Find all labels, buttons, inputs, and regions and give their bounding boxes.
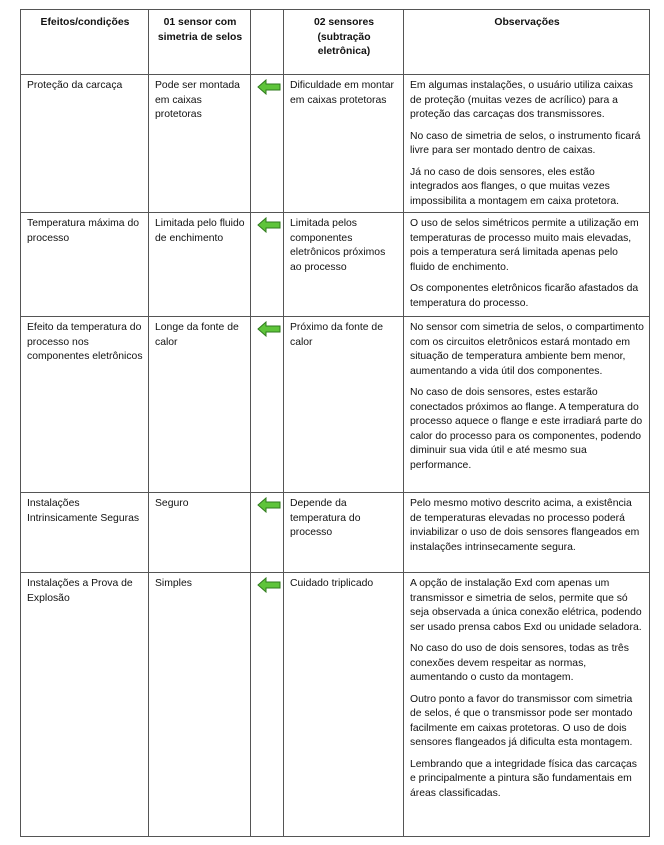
observation-paragraph: Outro ponto a favor do transmissor com simetria de selos, é que o transmissor pode ser montado facilmente em caixas protetoras. O uso de dois sensores flangeados já dificulta esta montagem. <box>410 693 633 748</box>
observation-paragraph: Já no caso de dois sensores, eles estão integrados aos flanges, o que muitas vezes impossibilita a montagem em caixa protetora. <box>410 166 620 207</box>
header-effects: Efeitos/condições <box>21 10 149 75</box>
observations-cell <box>404 493 650 573</box>
arrow-cell <box>251 493 284 573</box>
effect-cell: Efeito da temperatura do processo nos componentes eletrônicos <box>21 317 149 493</box>
effect-cell: Instalações Intrinsicamente Seguras <box>21 493 149 573</box>
effect-cell: Instalações a Prova de Explosão <box>21 573 149 837</box>
observation-paragraph: Pelo mesmo motivo descrito acima, a existência de temperaturas elevadas no processo poderá inviabilizar o uso de dois sensores flangeados em instalações intrinsecamente segura. <box>410 498 640 553</box>
dual-sensor-cell: Cuidado triplicado <box>284 573 404 837</box>
dual-sensor-cell: Dificuldade em montar em caixas protetoras <box>284 75 404 213</box>
left-arrow-icon <box>257 79 281 95</box>
observations-cell <box>404 213 650 317</box>
left-arrow-icon <box>257 217 281 233</box>
header-arrow-column <box>251 10 284 75</box>
left-arrow-icon <box>257 321 281 337</box>
observation-paragraph: O uso de selos simétricos permite a utilização em temperaturas de processo muito mais elevadas, pois a temperatura será limitada apenas pelo fluido de enchimento. <box>410 218 639 273</box>
header-single-sensor: 01 sensor com simetria de selos <box>149 10 251 75</box>
left-arrow-icon <box>257 577 281 593</box>
observations-cell <box>404 317 650 493</box>
single-sensor-cell: Seguro <box>149 493 251 573</box>
left-arrow-icon <box>257 497 281 513</box>
table-row <box>21 317 650 493</box>
single-sensor-cell: Pode ser montada em caixas protetoras <box>149 75 251 213</box>
observation-paragraph: No caso de dois sensores, estes estarão conectados próximos ao flange. A temperatura do processo aquece o flange e este irradiará parte do calor do processo para os componentes, podendo diminuir sua vida útil e até mesmo sua performance. <box>410 387 643 471</box>
comparison-table <box>20 9 650 837</box>
observation-paragraph: No sensor com simetria de selos, o compartimento com os circuitos eletrônicos estará montado em situação de temperatura ambiente bem menor, aumentando a vida útil dos componentes. <box>410 322 644 377</box>
header-row <box>21 10 650 75</box>
single-sensor-cell: Limitada pelo fluido de enchimento <box>149 213 251 317</box>
observations-cell <box>404 75 650 213</box>
arrow-cell <box>251 573 284 837</box>
observation-paragraph: Os componentes eletrônicos ficarão afastados da temperatura do processo. <box>410 283 639 309</box>
single-sensor-cell: Longe da fonte de calor <box>149 317 251 493</box>
arrow-cell <box>251 75 284 213</box>
dual-sensor-cell: Limitada pelos componentes eletrônicos próximos ao processo <box>284 213 404 317</box>
dual-sensor-cell: Próximo da fonte de calor <box>284 317 404 493</box>
table-row <box>21 213 650 317</box>
dual-sensor-cell: Depende da temperatura do processo <box>284 493 404 573</box>
table-body <box>21 75 650 837</box>
table-row <box>21 573 650 837</box>
effect-cell: Proteção da carcaça <box>21 75 149 213</box>
arrow-cell <box>251 317 284 493</box>
observations-cell <box>404 573 650 837</box>
effect-cell: Temperatura máxima do processo <box>21 213 149 317</box>
observation-paragraph: A opção de instalação Exd com apenas um transmissor e simetria de selos, permite que só seja observada a única conexão elétrica, podendo ser usado prensa cabos Exd ou unidade seladora. <box>410 578 642 633</box>
observation-paragraph: Em algumas instalações, o usuário utiliza caixas de proteção (muitas vezes de acrílico) para a proteção das carcaças dos transmissores. <box>410 80 633 120</box>
table-row <box>21 493 650 573</box>
table-row <box>21 75 650 213</box>
header-observations: Observações <box>404 10 650 75</box>
arrow-cell <box>251 213 284 317</box>
observation-paragraph: No caso de simetria de selos, o instrumento ficará livre para ser montado dentro de caixas. <box>410 130 641 156</box>
single-sensor-cell: Simples <box>149 573 251 837</box>
header-dual-sensor: 02 sensores (subtração eletrônica) <box>284 10 404 75</box>
observation-paragraph: No caso do uso de dois sensores, todas as três conexões devem respeitar as normas, aumentando o custo da montagem. <box>410 643 629 683</box>
observation-paragraph: Lembrando que a integridade física das carcaças e principalmente a pintura são fundamentais em áreas classificadas. <box>410 758 638 799</box>
